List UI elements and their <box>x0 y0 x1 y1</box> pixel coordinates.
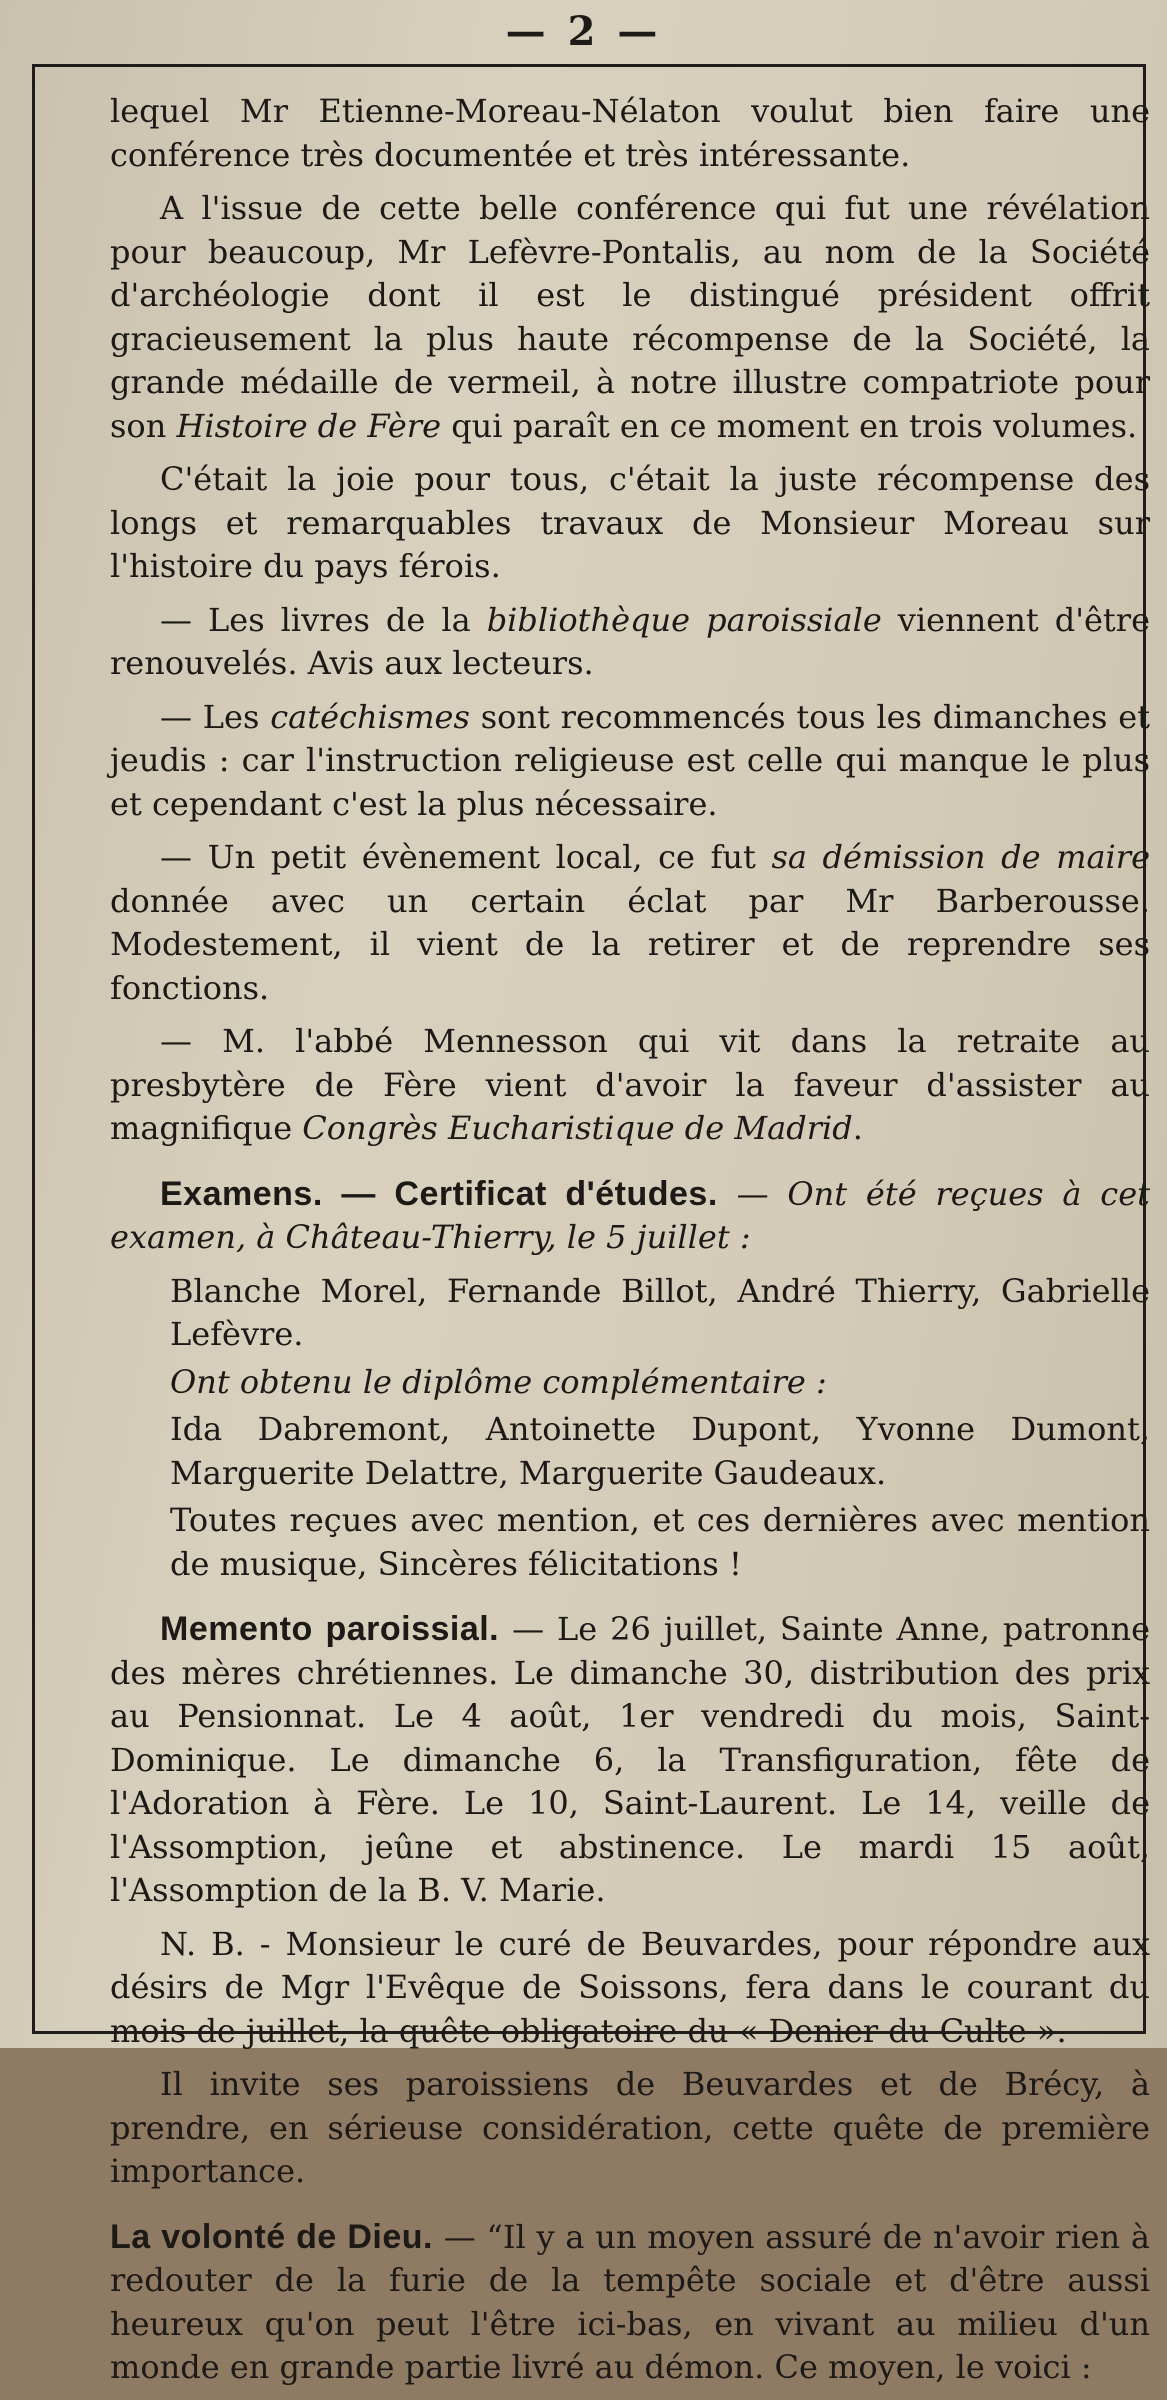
medal-text-a: A l'issue de cette belle conférence qui fut une révélation pour beaucoup, Mr Lefèvre-Pontalis, au nom de la Société d'archéologie dont il est le distingué président offrit gracieusement la plus haute récompense de la Société, la grande médaille de vermeil, à notre illustre compatriote pour son <box>110 189 1150 445</box>
abbe-emphasis: Congrès Eucharistique de Madrid <box>302 1109 853 1147</box>
memento-heading: Memento paroissial. <box>160 1610 500 1648</box>
exams-heading: Examens. — Certificat d'études. <box>160 1174 718 1213</box>
library-text-a: — Les livres de la <box>160 600 487 639</box>
book-title: Histoire de Fère <box>176 406 442 445</box>
mayor-text-b: donnée avec un certain éclat par Mr Barberousse. Modestement, il vient de la retirer et de reprendre ses fonctions. <box>110 881 1150 1007</box>
exams-intro <box>110 1173 1150 1260</box>
catechism-emphasis: catéchismes <box>270 697 470 736</box>
abbe-text-b: . <box>852 1109 863 1147</box>
memento-paragraph <box>110 1608 1150 1913</box>
volonte-text: — “Il y a un moyen assuré de n'avoir rien à redouter de la furie de la tempête sociale et d'être aussi heureux qu'on peut l'être ici-bas, en vivant au milieu d'un monde en grande partie livré au démon. Ce moyen, le voici : <box>110 2217 1150 2386</box>
memento-nb: N. B. - Monsieur le curé de Beuvardes, pour répondre aux désirs de Mgr l'Evêque de Soissons, fera dans le courant du mois de juillet, la quête obligatoire du « Denier du Culte ». <box>110 1924 1150 2050</box>
exams-closing: Toutes reçues avec mention, et ces dernières avec mention de musique, Sincères félicitations ! <box>170 1501 1150 1583</box>
exams-list-certificate: Blanche Morel, Fernande Billot, André Thierry, Gabrielle Lefèvre. <box>170 1271 1150 1353</box>
mayor-text-a: — Un petit évènement local, ce fut <box>160 838 772 876</box>
library-text-b: viennent d'être renouvelés. Avis aux lecteurs. <box>110 600 1151 682</box>
exams-list-diploma: Ida Dabremont, Antoinette Dupont, Yvonne Dumont, Marguerite Delattre, Marguerite Gaudeaux. <box>170 1410 1150 1492</box>
volonte-heading: La volonté de Dieu. <box>110 2217 433 2256</box>
paragraph-abbe <box>110 1020 1150 1151</box>
volonte-paragraph <box>110 2216 1150 2390</box>
paragraph-mayor <box>110 836 1150 1010</box>
paragraph-library <box>110 599 1150 686</box>
medal-text-b: qui paraît en ce moment en trois volumes. <box>441 406 1138 445</box>
catechism-text-b: sont recommencés tous les dimanches et jeudis : car l'instruction religieuse est celle qui manque le plus et cependant c'est la plus nécessaire. <box>110 697 1151 823</box>
memento-text: — Le 26 juillet, Sainte Anne, patronne des mères chrétiennes. Le dimanche 30, distribution des prix au Pensionnat. Le 4 août, 1er vendredi du mois, Saint-Dominique. Le dimanche 6, la Transfiguration, fête de l'Adoration à Fère. Le 10, Saint-Laurent. Le 14, veille de l'Assomption, jeûne et abstinence. Le mardi 15 août, l'Assomption de la B. V. Marie. <box>110 1610 1151 1909</box>
mayor-emphasis: sa démission de maire <box>771 838 1151 876</box>
abbe-text-a: — M. l'abbé Mennesson qui vit dans la retraite au presbytère de Fère vient d'avoir la faveur d'assister au magnifique <box>110 1022 1150 1147</box>
paragraph-medal <box>110 187 1150 448</box>
exams-intro-text: — Ont été reçues à cet examen, à Château-Thierry, le 5 juillet : <box>110 1174 1151 1256</box>
exams-diploma-label: Ont obtenu le diplôme complémentaire : <box>170 1362 827 1401</box>
article-body <box>110 90 1150 2400</box>
page-number: — 2 — <box>505 8 662 55</box>
paragraph-catechism <box>110 696 1150 827</box>
library-emphasis: bibliothèque paroissiale <box>486 600 882 639</box>
memento-invite: Il invite ses paroissiens de Beuvardes et de Brécy, à prendre, en sérieuse considération, cette quête de première importance. <box>110 2065 1150 2190</box>
catechism-text-a: — Les <box>160 697 271 736</box>
paragraph-joy: C'était la joie pour tous, c'était la juste récompense des longs et remarquables travaux de Monsieur Moreau sur l'histoire du pays férois. <box>110 460 1150 585</box>
paragraph-conference: lequel Mr Etienne-Moreau-Nélaton voulut bien faire une conférence très documentée et très intéressante. <box>110 92 1150 174</box>
